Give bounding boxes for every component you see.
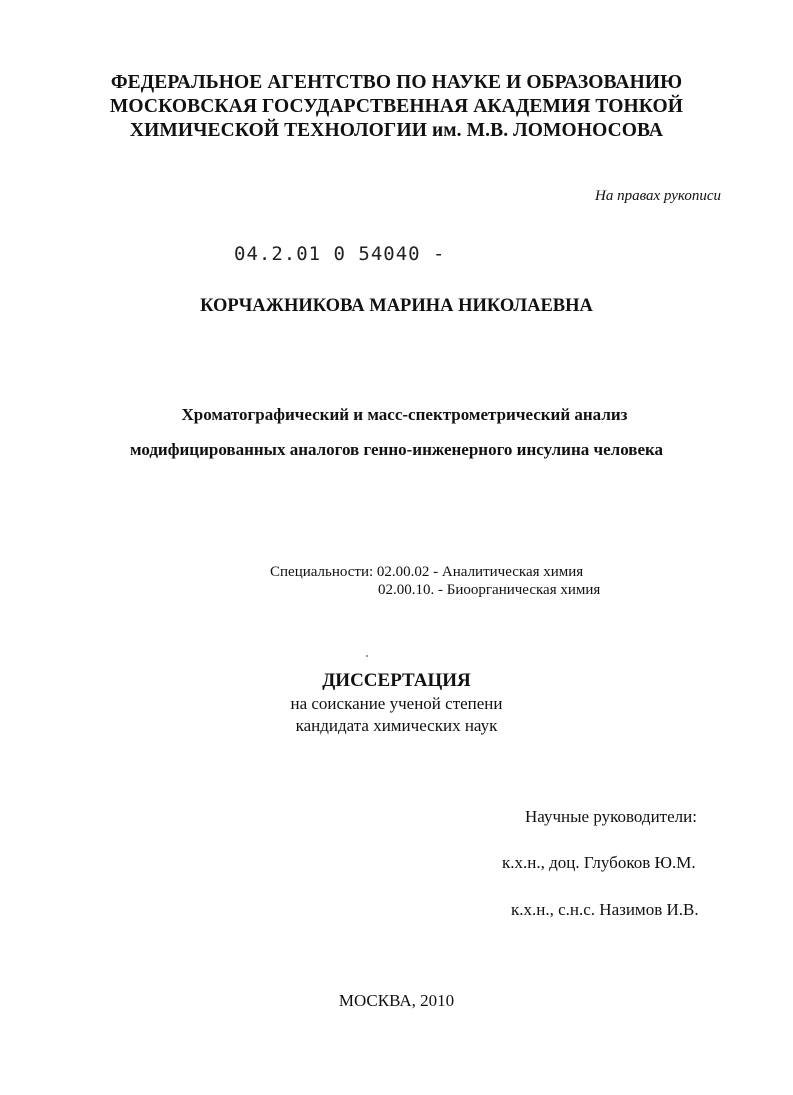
supervisor-2: к.х.н., с.н.с. Назимов И.В. — [511, 900, 699, 919]
author-name: КОРЧАЖНИКОВА МАРИНА НИКОЛАЕВНА — [200, 296, 593, 316]
specialty-line-1: Специальности: 02.00.02 - Аналитическая химия — [270, 564, 584, 580]
city-year: МОСКВА, 2010 — [338, 991, 455, 1010]
header-line-2: МОСКОВСКАЯ ГОСУДАРСТВЕННАЯ АКАДЕМИЯ ТОНКОЙ — [109, 96, 684, 117]
title-line-1: Хроматографический и масс-спектрометрический анализ — [181, 405, 628, 424]
supervisors-label: Научные руководители: — [525, 807, 697, 826]
rights-note: На правах рукописи — [595, 188, 721, 204]
dissertation-heading: ДИССЕРТАЦИЯ — [322, 670, 471, 691]
title-line-2: модифицированных аналогов генно-инженерного инсулина человека — [129, 440, 664, 459]
header-line-3: ХИМИЧЕСКОЙ ТЕХНОЛОГИИ им. М.В. ЛОМОНОСОВА — [129, 120, 664, 141]
dissertation-degree-line-2: кандидата химических наук — [295, 716, 498, 735]
supervisor-1: к.х.н., доц. Глубоков Ю.М. — [502, 853, 696, 872]
dissertation-degree-line-1: на соискание ученой степени — [290, 694, 503, 713]
header-line-1: ФЕДЕРАЛЬНОЕ АГЕНТСТВО ПО НАУКЕ И ОБРАЗОВАНИЮ — [110, 72, 683, 93]
catalog-stamp-number: 04.2.01 0 54040 - — [234, 243, 446, 265]
specialty-line-2: 02.00.10. - Биоорганическая химия — [378, 582, 601, 598]
scan-speck — [366, 655, 368, 657]
